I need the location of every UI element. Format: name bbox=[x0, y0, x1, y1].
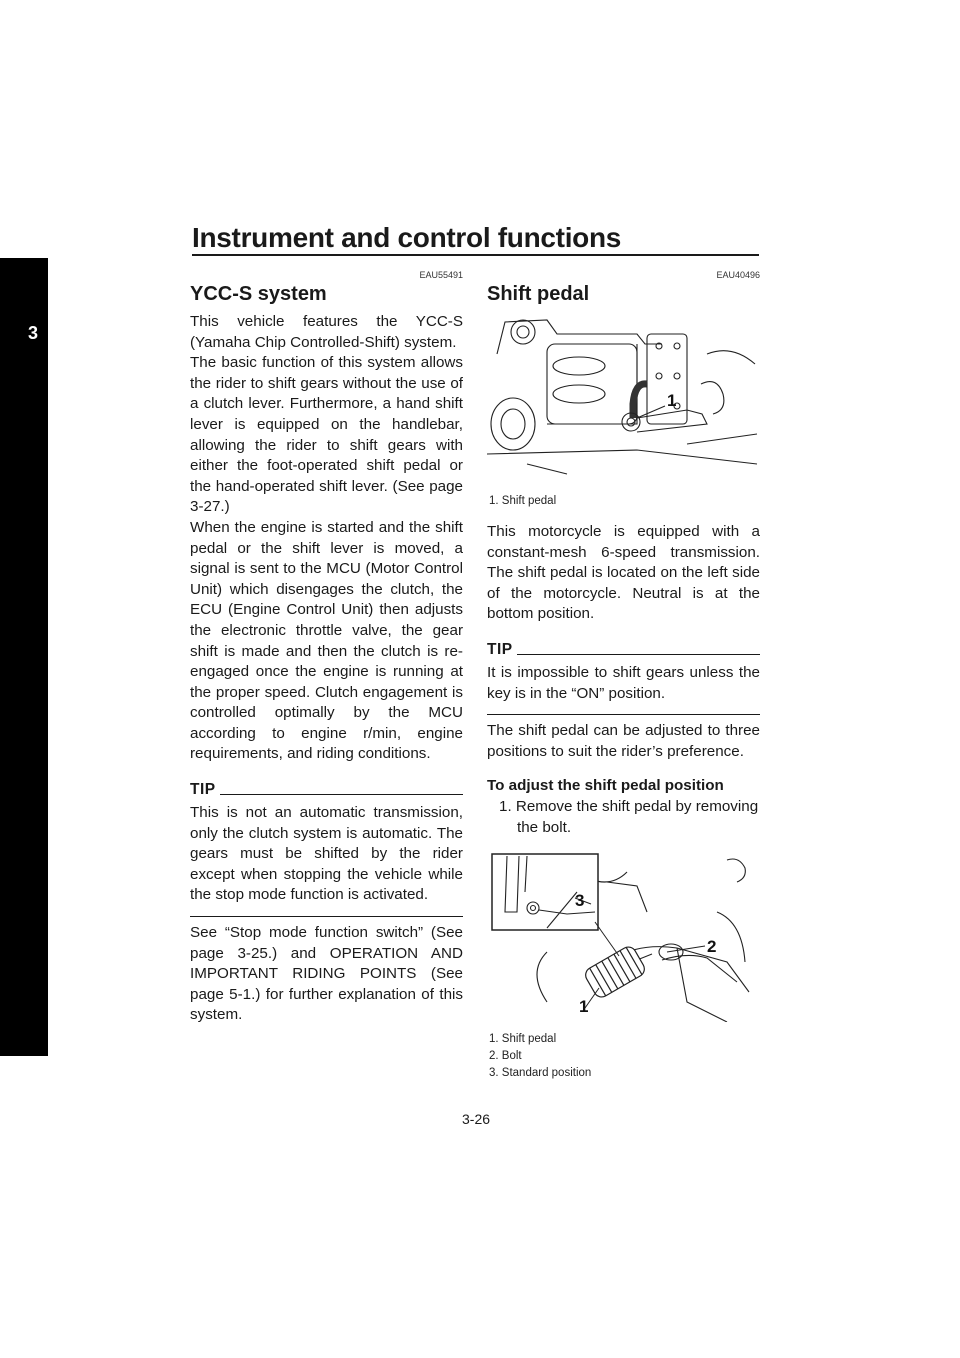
tip-text: This is not an automatic transmission, only the clutch system is automatic. The gears must be shifted by the rider except when stopping the vehicle while the stop mode function is activated. bbox=[190, 804, 463, 904]
ycc-paragraph-3: When the engine is started and the shift pedal or the shift lever is moved, a signal is sent to the MCU (Motor Control Unit) which disengages the clutch, the ECU (Engine Control Unit) then adjusts the electronic throttle valve, the gear shift is made and then the clutch is re-engaged once the engine is running at the proper speed. Clutch engagement is controlled optimally by the MCU according to engine r/min, engine requirements, and riding conditions. bbox=[190, 518, 463, 763]
tip-box bbox=[190, 779, 463, 917]
page-number: 3-26 bbox=[462, 1111, 491, 1127]
figure2-caption bbox=[487, 1031, 760, 1082]
figure1-caption-item: 1. Shift pedal bbox=[489, 495, 557, 507]
section-title-ycc-s: YCC-S system bbox=[190, 283, 327, 305]
chapter-tab-number: 3 bbox=[28, 323, 39, 343]
figure2-label-1: 1 bbox=[579, 997, 589, 1017]
section-title-shift-pedal: Shift pedal bbox=[487, 283, 590, 305]
shift-pedal-paragraph-2: The shift pedal can be adjusted to three positions to suit the rider’s preference. bbox=[487, 722, 760, 760]
figure1-label-1: 1 bbox=[667, 391, 677, 410]
chapter-tab bbox=[0, 258, 48, 1056]
shift-pedal-adjust-illustration bbox=[487, 852, 760, 1022]
figure2-caption-item: 2. Bolt bbox=[489, 1050, 522, 1063]
tip-end-rule bbox=[190, 916, 463, 917]
right-column bbox=[487, 270, 760, 1094]
adjust-subheading: To adjust the shift pedal position bbox=[487, 777, 724, 795]
tip-text: It is impossible to shift gears unless the key is in the “ON” position. bbox=[487, 663, 760, 702]
figure2-caption-item: 3. Standard position bbox=[489, 1067, 592, 1080]
tip-end-rule bbox=[487, 714, 760, 715]
shift-pedal-illustration bbox=[487, 314, 760, 484]
page-header-title: Instrument and control functions bbox=[192, 222, 622, 253]
section-code: EAU40496 bbox=[716, 270, 760, 280]
step-1: 1. Remove the shift pedal by removing the bolt. bbox=[499, 797, 759, 836]
figure2-label-2: 2 bbox=[707, 937, 717, 957]
tip-box bbox=[487, 639, 760, 715]
tip-rule bbox=[517, 654, 760, 655]
tip-label: TIP bbox=[487, 640, 513, 658]
figure1-caption bbox=[487, 493, 760, 510]
header-rule bbox=[192, 254, 759, 256]
shift-pedal-paragraph-1: This motorcycle is equipped with a constant-mesh 6-speed transmission. The shift pedal is located on the left side of the motorcycle. Neutral is at the bottom position. bbox=[487, 523, 760, 623]
section-code: EAU55491 bbox=[419, 270, 463, 280]
ycc-closing-paragraph: See “Stop mode function switch” (See page 3-25.) and OPERATION AND IMPORTANT RIDING POINTS (See page 5-1.) for further explanation of this system. bbox=[190, 924, 463, 1024]
ycc-paragraph-1: This vehicle features the YCC-S (Yamaha Chip Controlled-Shift) system. bbox=[190, 313, 463, 351]
figure2-label-3: 3 bbox=[575, 891, 585, 911]
figure2-caption-item: 1. Shift pedal bbox=[489, 1033, 557, 1046]
left-column bbox=[190, 270, 463, 1026]
tip-label: TIP bbox=[190, 781, 216, 799]
tip-rule bbox=[220, 794, 463, 795]
ycc-paragraph-2: The basic function of this system allows the rider to shift gears without the use of a clutch lever. Furthermore, a hand shift lever is equipped on the handlebar, allowing the rider to shift gears with either the foot-operated shift pedal or the hand-operated shift lever. (See page 3-27.) bbox=[190, 354, 463, 516]
